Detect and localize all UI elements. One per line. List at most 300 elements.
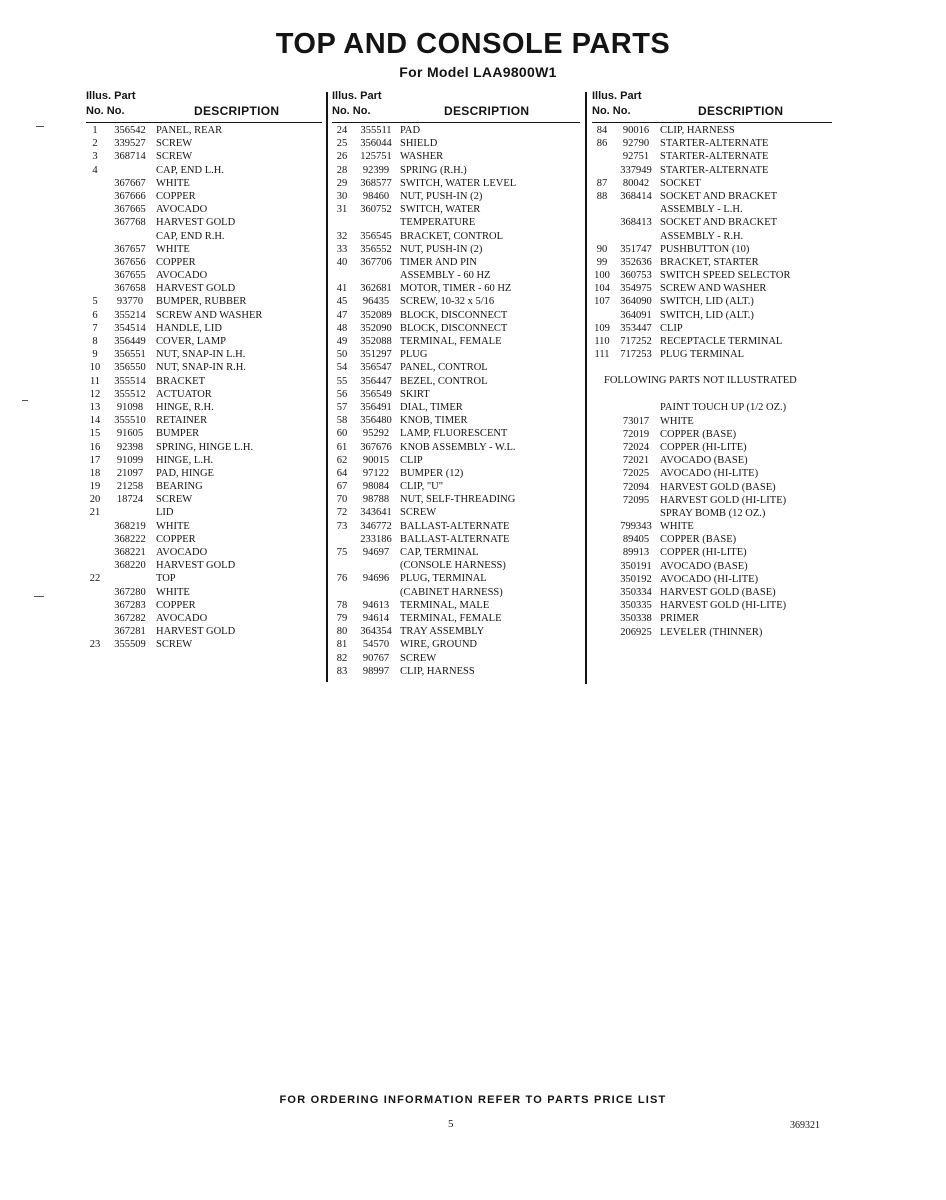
illus-number: 104 <box>594 283 610 295</box>
part-number: 368219 <box>114 520 146 532</box>
part-number: 351297 <box>360 349 392 361</box>
part-row <box>592 573 832 586</box>
part-description: SOCKET AND BRACKET <box>660 217 778 229</box>
part-row <box>332 322 580 335</box>
illus-number <box>86 269 104 282</box>
part-number: 72095 <box>622 494 650 506</box>
illus-number: 48 <box>336 322 348 334</box>
part-number: 355509 <box>114 639 146 651</box>
part-row <box>592 348 832 361</box>
illus-number <box>86 190 104 203</box>
part-description: SWITCH SPEED SELECTOR <box>660 270 791 282</box>
part-number: 94697 <box>362 547 390 558</box>
part-number: 367658 <box>114 283 146 295</box>
part-description: SKIRT <box>400 388 430 400</box>
part-row <box>332 559 580 572</box>
illus-number: 23 <box>89 639 101 651</box>
part-number: 356491 <box>360 401 392 413</box>
part-description: TRAY ASSEMBLY <box>400 626 485 638</box>
part-row <box>332 177 580 190</box>
part-row <box>332 546 580 559</box>
part-description: HINGE, L.H. <box>156 454 214 466</box>
illus-number: 3 <box>92 151 98 163</box>
part-number: 356480 <box>360 415 392 427</box>
part-row <box>592 203 832 216</box>
part-row <box>332 282 580 295</box>
part-description: PLUG <box>400 349 428 361</box>
part-description: CLIP, HARNESS <box>400 665 475 677</box>
illus-number: 25 <box>336 138 348 150</box>
part-row <box>592 243 832 256</box>
part-number: 367667 <box>114 177 146 189</box>
part-row <box>332 533 580 546</box>
illus-number: 78 <box>336 599 348 611</box>
part-row <box>592 415 832 428</box>
part-row <box>86 295 322 308</box>
part-row <box>332 454 580 467</box>
part-row <box>592 599 832 612</box>
part-number: 355511 <box>360 125 392 136</box>
illus-number: 50 <box>336 349 348 361</box>
part-description: PRIMER <box>660 613 700 625</box>
illus-number: 109 <box>594 322 610 334</box>
part-row <box>86 137 322 150</box>
part-row <box>86 441 322 454</box>
part-description: KNOB ASSEMBLY - W.L. <box>400 441 516 453</box>
part-description: COPPER <box>156 599 196 611</box>
illus-number: 75 <box>336 547 348 558</box>
part-row <box>86 559 322 572</box>
part-description: ASSEMBLY - L.H. <box>660 204 743 216</box>
illus-number <box>592 494 612 507</box>
part-row <box>86 335 322 348</box>
part-number: 72094 <box>622 481 650 493</box>
part-description: CLIP <box>400 454 423 466</box>
part-number: 21258 <box>116 481 144 493</box>
part-number: 94696 <box>362 573 390 585</box>
part-description: WHITE <box>156 243 190 255</box>
part-row <box>592 137 832 150</box>
part-number: 89913 <box>622 547 650 559</box>
part-number: 98460 <box>362 190 390 202</box>
part-number: 91099 <box>116 454 144 466</box>
part-row <box>86 480 322 493</box>
illus-number <box>332 586 352 599</box>
part-row <box>592 177 832 190</box>
part-description: SHIELD <box>400 138 438 150</box>
part-row <box>332 599 580 612</box>
part-number: 367768 <box>114 217 146 229</box>
part-description: BLOCK, DISCONNECT <box>400 322 508 334</box>
part-row <box>332 243 580 256</box>
part-row <box>592 586 832 599</box>
illus-number: 32 <box>336 230 348 242</box>
part-row <box>592 454 832 467</box>
part-row <box>592 520 832 533</box>
part-row <box>332 625 580 638</box>
parts-column-2 <box>332 90 580 678</box>
part-row <box>86 546 322 559</box>
part-row <box>86 612 322 625</box>
parts-list <box>86 124 322 652</box>
part-number: 350335 <box>620 600 652 612</box>
part-row <box>332 256 580 269</box>
part-row <box>86 361 322 374</box>
part-number: 367283 <box>114 599 146 611</box>
part-row <box>332 665 580 678</box>
part-number <box>352 269 400 282</box>
part-row <box>86 493 322 506</box>
part-row <box>592 494 832 507</box>
illus-number <box>592 599 612 612</box>
part-row <box>332 124 580 137</box>
part-row <box>592 164 832 177</box>
part-description: BRACKET, CONTROL <box>400 230 504 242</box>
part-description: HARVEST GOLD (BASE) <box>660 481 776 493</box>
part-number: 95292 <box>362 428 390 440</box>
illus-number: 12 <box>89 388 101 400</box>
illus-number: 57 <box>336 401 348 413</box>
illus-number: 80 <box>336 626 348 638</box>
illus-number: 19 <box>89 481 101 493</box>
illus-number: 9 <box>92 349 98 361</box>
part-description: TERMINAL, MALE <box>400 599 490 611</box>
part-number: 54570 <box>362 639 390 651</box>
part-row <box>86 269 322 282</box>
illus-number <box>86 256 104 269</box>
part-description: TERMINAL, FEMALE <box>400 336 502 347</box>
part-row <box>592 295 832 308</box>
part-description: COPPER <box>156 256 196 268</box>
illus-number: 6 <box>92 309 98 321</box>
part-row <box>332 506 580 519</box>
part-description: (CONSOLE HARNESS) <box>400 560 506 572</box>
part-description: RETAINER <box>156 415 208 427</box>
part-number: 96435 <box>362 296 390 308</box>
part-description: WHITE <box>156 586 190 598</box>
part-description: ASSEMBLY - R.H. <box>660 230 744 242</box>
part-number: 346772 <box>360 520 392 532</box>
part-description: AVOCADO <box>156 204 208 216</box>
illus-number: 13 <box>89 401 101 413</box>
part-row <box>332 520 580 533</box>
illus-number: 111 <box>594 349 610 361</box>
illus-number <box>592 626 612 639</box>
part-description: PANEL, REAR <box>156 125 223 136</box>
part-description: MOTOR, TIMER - 60 HZ <box>400 283 512 295</box>
part-row <box>592 612 832 625</box>
illus-number <box>86 612 104 625</box>
part-number: 343641 <box>360 507 392 519</box>
illus-number: 58 <box>336 415 348 427</box>
part-description: BRACKET <box>156 375 206 387</box>
illus-number: 14 <box>89 415 101 427</box>
illus-number: 22 <box>89 573 101 585</box>
part-description: SCREW <box>156 494 193 506</box>
part-row <box>592 309 832 322</box>
illus-number: 28 <box>336 164 348 176</box>
part-description: TERMINAL, FEMALE <box>400 612 502 624</box>
part-description: AVOCADO <box>156 270 208 282</box>
part-description: COPPER <box>156 190 196 202</box>
part-number: 72021 <box>622 455 650 467</box>
illus-number <box>592 481 612 494</box>
part-row <box>332 586 580 599</box>
illus-number <box>592 150 612 163</box>
part-description: COVER, LAMP <box>156 336 227 347</box>
part-number: 89405 <box>622 534 650 546</box>
part-description: CAP, END L.H. <box>156 164 224 176</box>
part-number: 364090 <box>620 296 652 308</box>
part-row <box>86 401 322 414</box>
part-row <box>592 335 832 348</box>
no-label: No. No. <box>592 105 631 117</box>
illus-number <box>86 533 104 546</box>
part-row <box>86 625 322 638</box>
part-number: 367656 <box>114 256 146 268</box>
part-description: HARVEST GOLD <box>156 626 236 638</box>
illus-number: 18 <box>89 467 101 479</box>
part-description: SCREW <box>400 652 437 664</box>
part-number: 98997 <box>362 665 390 677</box>
illus-number <box>332 216 352 229</box>
part-number: 233186 <box>360 533 392 545</box>
illus-number <box>86 177 104 190</box>
part-row <box>86 586 322 599</box>
illus-number: 55 <box>336 375 348 387</box>
illus-number <box>592 401 612 414</box>
part-description: BUMPER <box>156 428 200 440</box>
part-description: PLUG TERMINAL <box>660 349 745 361</box>
illus-number: 24 <box>336 125 348 136</box>
parts-list <box>332 124 580 678</box>
part-row <box>592 467 832 480</box>
part-number: 368220 <box>114 560 146 572</box>
illus-number: 15 <box>89 428 101 440</box>
part-row <box>332 203 580 216</box>
part-description: LAMP, FLUORESCENT <box>400 428 508 440</box>
illus-number <box>86 625 104 638</box>
part-number: 367655 <box>114 270 146 282</box>
part-description: COPPER (HI-LITE) <box>660 441 747 453</box>
part-description: HARVEST GOLD <box>156 283 236 295</box>
part-row <box>86 322 322 335</box>
part-number: 352088 <box>360 336 392 347</box>
part-number: 360752 <box>360 204 392 216</box>
illus-number: 45 <box>336 296 348 308</box>
illus-number: 90 <box>596 243 608 255</box>
part-row <box>592 269 832 282</box>
part-number: 80042 <box>622 177 650 189</box>
part-row <box>592 282 832 295</box>
part-description: BRACKET, STARTER <box>660 256 759 268</box>
part-row <box>592 428 832 441</box>
part-row <box>592 150 832 163</box>
illus-number <box>592 546 612 559</box>
part-number: 368714 <box>114 151 146 163</box>
illus-number: 62 <box>336 454 348 466</box>
part-number: 367280 <box>114 586 146 598</box>
part-number: 206925 <box>620 626 652 638</box>
illus-part-label: Illus. Part <box>592 90 642 102</box>
part-number: 92790 <box>622 138 650 150</box>
part-description: AVOCADO <box>156 547 208 558</box>
part-description: (CABINET HARNESS) <box>400 586 503 598</box>
part-description: SOCKET AND BRACKET <box>660 190 778 202</box>
part-row <box>86 520 322 533</box>
part-number: 356545 <box>360 230 392 242</box>
part-description: COPPER <box>156 533 196 545</box>
illus-number <box>86 282 104 295</box>
illus-number <box>592 203 612 216</box>
part-row <box>332 348 580 361</box>
illus-number <box>592 533 612 546</box>
illus-number: 82 <box>336 652 348 664</box>
part-number: 368577 <box>360 177 392 189</box>
part-row <box>86 533 322 546</box>
part-number: 72024 <box>622 441 650 453</box>
part-number: 355514 <box>114 375 146 387</box>
part-row <box>332 652 580 665</box>
illus-number: 61 <box>336 441 348 453</box>
not-illustrated-list <box>592 401 832 638</box>
part-row <box>332 335 580 348</box>
part-number: 339527 <box>114 138 146 150</box>
no-label: No. No. <box>332 105 371 117</box>
part-number: 94613 <box>362 599 390 611</box>
part-description: BALLAST-ALTERNATE <box>400 533 510 545</box>
part-description: NUT, SNAP-IN R.H. <box>156 362 246 374</box>
part-number: 356447 <box>360 375 392 387</box>
part-row <box>592 441 832 454</box>
part-number: 355512 <box>114 388 146 400</box>
ordering-footer: FOR ORDERING INFORMATION REFER TO PARTS PRICE LIST <box>279 1094 667 1106</box>
part-number: 368221 <box>114 547 146 558</box>
part-row <box>86 203 322 216</box>
part-description: SCREW <box>156 639 193 651</box>
part-description: AVOCADO (BASE) <box>660 560 748 572</box>
illus-number <box>592 573 612 586</box>
part-row <box>332 414 580 427</box>
part-number: 72025 <box>622 468 650 480</box>
illus-number: 10 <box>89 362 101 374</box>
part-description: CLIP <box>660 322 683 334</box>
part-number: 364091 <box>620 309 652 321</box>
illus-number <box>86 559 104 572</box>
part-row <box>332 388 580 401</box>
part-number: 367666 <box>114 190 146 202</box>
scan-mark <box>22 400 28 401</box>
illus-part-label: Illus. Part <box>332 90 382 102</box>
illus-number: 8 <box>92 336 98 347</box>
illus-number: 49 <box>336 336 348 347</box>
part-description: KNOB, TIMER <box>400 415 468 427</box>
illus-number: 26 <box>336 151 348 163</box>
part-description: AVOCADO (HI-LITE) <box>660 468 759 480</box>
illus-number <box>86 216 104 229</box>
part-number: 362681 <box>360 283 392 295</box>
header-rule <box>332 122 580 123</box>
column-header <box>86 90 322 120</box>
part-description: HARVEST GOLD <box>156 560 236 572</box>
illus-number: 72 <box>336 507 348 519</box>
part-description: HARVEST GOLD <box>156 217 236 229</box>
illus-number <box>86 546 104 559</box>
illus-number: 81 <box>336 639 348 651</box>
part-description: TEMPERATURE <box>400 217 476 229</box>
part-row <box>86 190 322 203</box>
part-number: 368413 <box>620 217 652 229</box>
part-number: 356552 <box>360 243 392 255</box>
part-row <box>592 190 832 203</box>
part-description: ACTUATOR <box>156 388 212 400</box>
part-row <box>86 243 322 256</box>
part-description: CLIP, "U" <box>400 481 443 493</box>
part-row <box>86 572 322 585</box>
illus-number <box>332 533 352 546</box>
part-row <box>332 638 580 651</box>
part-row <box>86 256 322 269</box>
part-number: 98084 <box>362 481 390 493</box>
part-number: 367665 <box>114 204 146 216</box>
illus-number: 29 <box>336 177 348 189</box>
part-number <box>612 401 660 414</box>
illus-number: 107 <box>594 296 610 308</box>
part-row <box>332 612 580 625</box>
illus-number: 33 <box>336 243 348 255</box>
part-row <box>86 427 322 440</box>
scan-mark <box>36 126 44 127</box>
part-number: 356551 <box>114 349 146 361</box>
description-label: DESCRIPTION <box>194 104 280 118</box>
part-row <box>86 388 322 401</box>
illus-number: 56 <box>336 388 348 400</box>
part-description: ASSEMBLY - 60 HZ <box>400 270 491 282</box>
illus-number <box>86 243 104 256</box>
illus-number: 40 <box>336 256 348 268</box>
illus-number <box>592 586 612 599</box>
part-number: 18724 <box>116 494 144 506</box>
part-row <box>86 282 322 295</box>
part-number: 350338 <box>620 613 652 625</box>
part-description: CLIP, HARNESS <box>660 125 735 136</box>
part-description: PAINT TOUCH UP (1/2 OZ.) <box>660 402 787 414</box>
part-description: SCREW AND WASHER <box>660 283 767 295</box>
part-row <box>86 414 322 427</box>
part-number: 350192 <box>620 573 652 585</box>
part-number: 367281 <box>114 626 146 638</box>
illus-number <box>86 203 104 216</box>
illus-number: 76 <box>336 573 348 585</box>
part-number: 354514 <box>114 322 146 334</box>
part-number: 91605 <box>116 428 144 440</box>
part-number <box>612 230 660 243</box>
part-number <box>352 216 400 229</box>
part-row <box>86 124 322 137</box>
illus-number <box>592 507 612 520</box>
part-description: WHITE <box>156 177 190 189</box>
part-row <box>332 467 580 480</box>
part-description: BLOCK, DISCONNECT <box>400 309 508 321</box>
part-description: NUT, SNAP-IN L.H. <box>156 349 246 361</box>
part-number <box>104 506 156 519</box>
parts-column-3 <box>592 90 832 639</box>
part-row <box>332 427 580 440</box>
illus-number <box>592 454 612 467</box>
part-description: PAD, HINGE <box>156 467 214 479</box>
part-number <box>612 203 660 216</box>
part-number: 72019 <box>622 428 650 440</box>
